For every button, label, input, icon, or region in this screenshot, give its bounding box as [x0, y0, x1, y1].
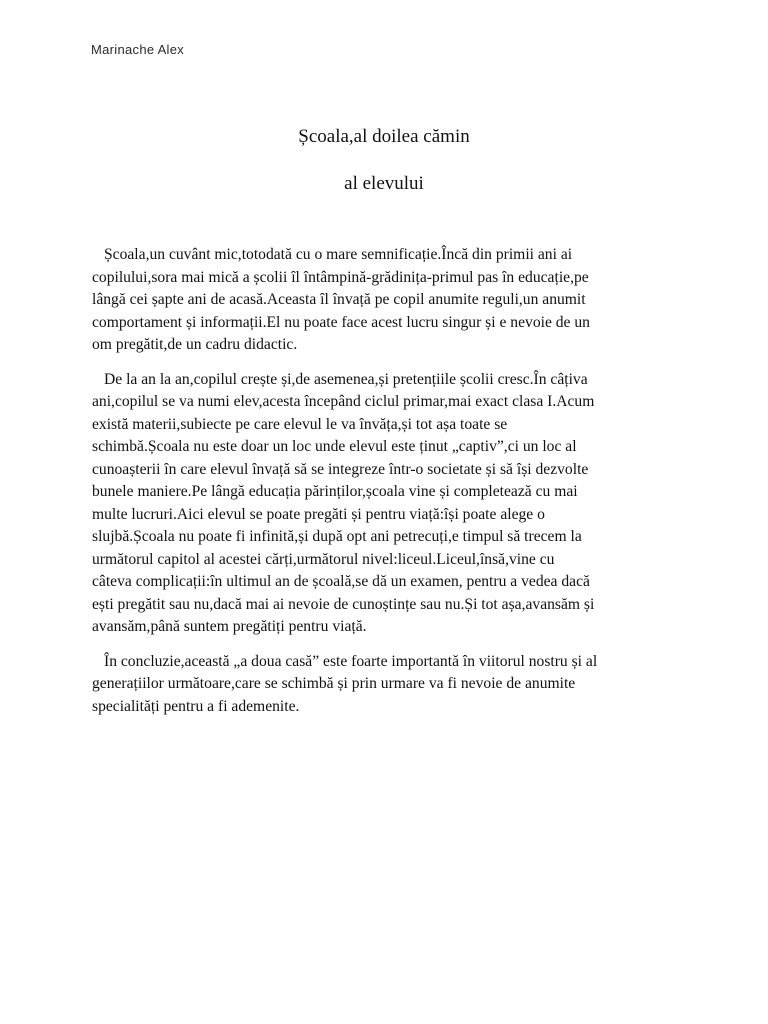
document-title-line-1: Școala,al doilea cămin	[298, 126, 470, 147]
text-line: ani,copilul se va numi elev,acesta începând ciclul primar,mai exact clasa I.Acum	[92, 393, 595, 410]
text-line: cunoașterii în care elevul învață să se integreze într-o societate și să își dezvolte	[92, 460, 589, 478]
paragraph-1	[92, 244, 692, 357]
text-line: următorul capitol al acestei cărți,următorul nivel:liceul.Liceul,însă,vine cu	[92, 550, 555, 568]
header-author: Marinache Alex	[91, 42, 185, 57]
text-line: Școala,un cuvânt mic,totodată cu o mare semnificație.Încă din primii ani ai	[104, 246, 573, 263]
text-line: comportament și informații.El nu poate face acest lucru singur și e nevoie de un	[92, 313, 590, 331]
text-line: slujbă.Școala nu poate fi infinită,și după opt ani petrecuți,e timpul să trecem la	[92, 528, 582, 545]
document-body	[92, 244, 692, 730]
document-title-line-2: al elevului	[344, 173, 424, 194]
text-line: ești pregătit sau nu,dacă mai ai nevoie de cunoștințe sau nu.Și tot așa,avansăm și	[92, 595, 595, 613]
text-line: schimbă.Școala nu este doar un loc unde elevul este ținut „captiv”,ci un loc al	[92, 438, 577, 455]
text-line: multe lucruri.Aici elevul se poate pregăti și pentru viață:își poate alege o	[92, 505, 545, 523]
text-line: În concluzie,această „a doua casă” este foarte importantă în viitorul nostru și al	[104, 652, 598, 670]
text-line: De la an la an,copilul crește și,de asemenea,și pretențiile școlii cresc.În câțiva	[104, 370, 588, 388]
paragraph-3	[92, 651, 692, 719]
text-line: există materii,subiecte pe care elevul le va învăța,și tot așa toate se	[92, 415, 508, 433]
text-line: câteva complicații:în ultimul an de școală,se dă un examen, pentru a vedea dacă	[92, 573, 590, 590]
text-line: avansăm,până suntem pregătiți pentru viață.	[92, 618, 367, 635]
text-line: lângă cei șapte ani de acasă.Aceasta îl învață pe copil anumite reguli,un anumit	[92, 291, 586, 308]
text-line: bunele maniere.Pe lângă educația părinților,școala vine și completează cu mai	[92, 483, 578, 500]
text-line: specialități pentru a fi ademenite.	[92, 697, 300, 715]
paragraph-2	[92, 369, 692, 639]
text-line: copilului,sora mai mică a școlii îl întâmpină-grădinița-primul pas în educație,pe	[92, 268, 589, 286]
text-line: om pregătit,de un cadru didactic.	[92, 336, 298, 353]
text-line: generațiilor următoare,care se schimbă și prin urmare va fi nevoie de anumite	[92, 675, 576, 692]
